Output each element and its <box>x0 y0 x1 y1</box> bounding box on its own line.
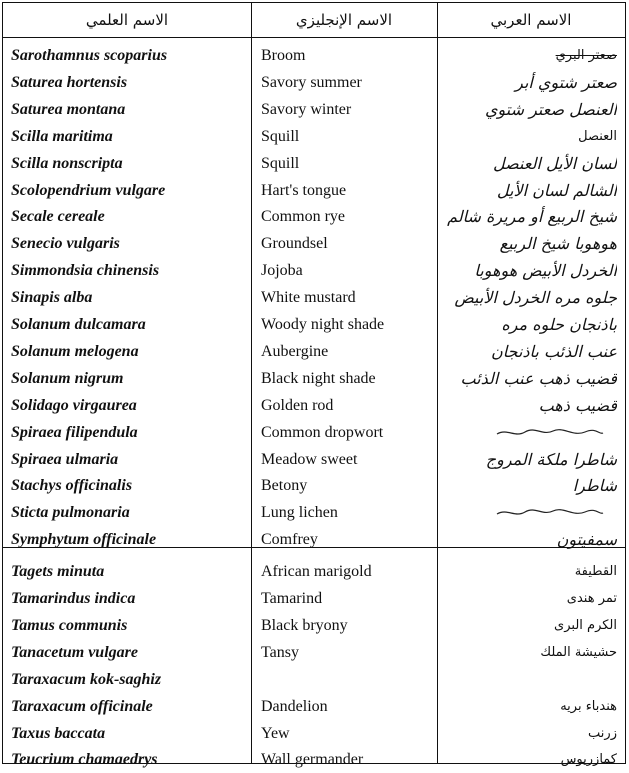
arabic-name-cell: الشالم لسان الأيل <box>496 180 617 200</box>
scientific-name-cell: Tagets minuta <box>11 563 105 581</box>
handwritten-scribble <box>495 426 605 440</box>
english-name-cell: Common dropwort <box>261 423 384 441</box>
arabic-name-cell: قضيب ذهب <box>538 395 617 415</box>
english-name-cell: Savory winter <box>261 100 352 118</box>
table-row <box>3 721 625 747</box>
english-name-cell: Tansy <box>261 643 299 661</box>
scientific-name-cell: Taxus baccata <box>11 724 106 742</box>
scientific-name-cell: Stachys officinalis <box>11 477 133 495</box>
handwritten-scribble <box>495 506 605 520</box>
table-row <box>3 204 625 230</box>
table-header <box>3 3 625 38</box>
scientific-name-cell: Solidago virgaurea <box>11 396 137 414</box>
scientific-name-cell: Taraxacum kok-saghiz <box>11 670 162 688</box>
scientific-name-cell: Solanum dulcamara <box>11 316 146 333</box>
english-name-cell: Woody night shade <box>261 316 385 333</box>
header-arabic-name: الاسم العربي <box>490 11 572 29</box>
table-row <box>3 640 625 666</box>
english-name-cell: Savory summer <box>261 73 362 91</box>
table-row <box>3 559 625 585</box>
english-name-cell: Betony <box>261 477 308 495</box>
scientific-name-cell: Tanacetum vulgare <box>11 643 138 661</box>
english-name-cell: Aubergine <box>261 342 329 360</box>
scientific-name-cell: Teucrium chamaedrys <box>11 751 158 769</box>
arabic-name-cell: قضيب ذهب عنب الذئب <box>460 368 617 388</box>
english-name-cell: Squill <box>261 127 300 145</box>
table-row <box>3 151 625 177</box>
english-name-cell: Comfrey <box>261 531 318 549</box>
english-name-cell: African marigold <box>261 563 372 581</box>
english-name-cell: Black bryony <box>261 616 348 634</box>
arabic-name-cell: صعتر البري <box>555 48 617 63</box>
scientific-name-cell: Sticta pulmonaria <box>11 504 130 522</box>
scientific-name-cell: Tamus communis <box>11 616 128 634</box>
table-row <box>3 694 625 720</box>
table-row <box>3 124 625 150</box>
table-row <box>3 285 625 311</box>
english-name-cell: Jojoba <box>261 262 303 280</box>
table-row <box>3 231 625 257</box>
table-row <box>3 97 625 123</box>
table-row <box>3 178 625 204</box>
arabic-name-cell: شاطرا ملكة المروج <box>485 449 617 469</box>
table-row <box>3 339 625 365</box>
english-name-cell: Groundsel <box>261 235 328 253</box>
english-name-cell: Meadow sweet <box>261 450 358 468</box>
arabic-name-cell: سمفيتون <box>556 530 617 550</box>
scientific-name-cell: Tamarindus indica <box>11 590 136 607</box>
table-row <box>3 747 625 773</box>
table-row <box>3 43 625 69</box>
scientific-name-cell: Saturea hortensis <box>11 73 128 91</box>
english-name-cell: Hart's tongue <box>261 181 347 199</box>
scientific-name-cell: Sarothamnus scoparius <box>11 47 168 64</box>
table-row <box>3 613 625 639</box>
table-row <box>3 70 625 96</box>
table-row <box>3 420 625 446</box>
scientific-name-cell: Symphytum officinale <box>11 531 157 549</box>
scientific-name-cell: Sinapis alba <box>11 289 93 307</box>
scientific-name-cell: Solanum nigrum <box>11 369 124 387</box>
scientific-name-cell: Taraxacum officinale <box>11 697 153 715</box>
arabic-name-cell: جلوه مره الخردل الأبيض <box>454 288 617 308</box>
english-name-cell: Golden rod <box>261 396 334 414</box>
arabic-name-cell: هوهوبا شيخ الربيع <box>499 234 617 254</box>
arabic-name-cell: صعتر شتوي أبر <box>515 72 617 92</box>
scientific-name-cell: Senecio vulgaris <box>11 235 120 253</box>
arabic-name-cell: شاطرا <box>572 476 617 496</box>
english-name-cell: Yew <box>261 724 290 742</box>
english-name-cell: White mustard <box>261 289 356 307</box>
english-name-cell: Common rye <box>261 208 345 226</box>
scientific-name-cell: Spiraea filipendula <box>11 423 138 441</box>
arabic-name-cell <box>439 667 617 693</box>
english-name-cell: Wall germander <box>261 751 364 769</box>
table-row <box>3 258 625 284</box>
scientific-name-cell: Scolopendrium vulgare <box>11 181 166 199</box>
table-row <box>3 312 625 338</box>
table-row <box>3 393 625 419</box>
arabic-name-cell: حشيشة الملك <box>540 644 617 660</box>
scientific-name-cell: Saturea montana <box>11 100 126 118</box>
table-row <box>3 447 625 473</box>
arabic-name-cell: العنصل <box>578 128 617 144</box>
english-name-cell <box>261 667 433 693</box>
arabic-name-cell: تمر هندى <box>566 591 617 606</box>
table-row <box>3 473 625 499</box>
table-row <box>3 366 625 392</box>
arabic-name-cell: هندباء بريه <box>560 698 617 714</box>
arabic-name-cell: عنب الذئب باذنجان <box>491 341 617 361</box>
header-english-name: الاسم الإنجليزي <box>295 11 393 29</box>
scientific-name-cell: Scilla nonscripta <box>11 154 123 172</box>
english-name-cell: Black night shade <box>261 369 376 387</box>
arabic-name-cell: زرنب <box>588 725 617 741</box>
table-row <box>3 500 625 526</box>
table-row <box>3 667 625 693</box>
scientific-name-cell: Secale cereale <box>11 208 105 226</box>
arabic-name-cell: شيخ الربيع أو مريرة شالم <box>447 207 617 227</box>
plant-names-table <box>2 2 626 769</box>
english-name-cell: Broom <box>261 47 306 64</box>
scientific-name-cell: Simmondsia chinensis <box>11 262 160 280</box>
scientific-name-cell: Solanum melogena <box>11 342 139 360</box>
arabic-name-cell: لسان الأيل العنصل <box>493 153 617 173</box>
arabic-name-cell: باذنجان حلوه مره <box>501 315 617 334</box>
header-scientific-name: الاسم العلمي <box>85 11 169 29</box>
english-name-cell: Lung lichen <box>261 504 338 522</box>
arabic-name-cell: الكرم البرى <box>554 617 617 633</box>
arabic-name-cell: القطيفة <box>574 564 617 580</box>
arabic-name-cell: كمازريوس <box>560 752 617 768</box>
scientific-name-cell: Scilla maritima <box>11 127 113 145</box>
table-row <box>3 527 625 553</box>
scientific-name-cell: Spiraea ulmaria <box>11 450 119 468</box>
english-name-cell: Tamarind <box>261 590 323 607</box>
english-name-cell: Dandelion <box>261 697 328 715</box>
arabic-name-cell: الخردل الأبيض هوهوبا <box>474 261 617 281</box>
arabic-name-cell: العنصل صعتر شتوي <box>484 99 617 119</box>
english-name-cell: Squill <box>261 154 300 172</box>
table-row <box>3 586 625 612</box>
